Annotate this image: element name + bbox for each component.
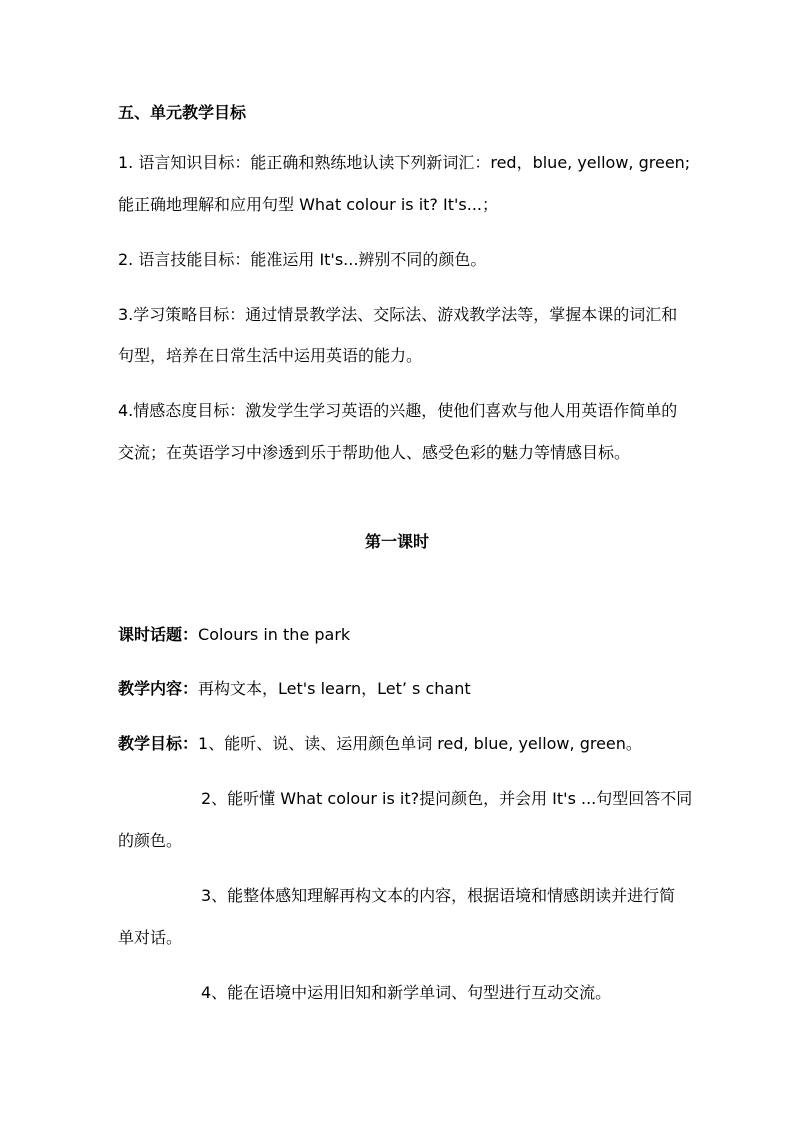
content-line xyxy=(118,679,471,699)
goal-3-line-2: 句型，培养在日常生活中运用英语的能力。 xyxy=(118,346,423,365)
topic-line xyxy=(118,625,350,645)
section-heading: 五、单元教学目标 xyxy=(118,103,247,122)
goal-4-line-1: 4.情感态度目标：激发学生学习英语的兴趣，使他们喜欢与他人用英语作简单的 xyxy=(118,401,678,420)
topic-label: 课时话题： xyxy=(118,625,199,644)
objective-3-line-1: 3、能整体感知理解再构文本的内容，根据语境和情感朗读并进行简 xyxy=(201,886,676,905)
topic-value: Colours in the park xyxy=(198,625,351,644)
goal-3-line-1: 3.学习策略目标：通过情景教学法、交际法、游戏教学法等，掌握本课的词汇和 xyxy=(118,305,678,324)
objectives-line xyxy=(118,734,642,754)
objective-3-line-2: 单对话。 xyxy=(118,928,183,947)
objectives-label: 教学目标： xyxy=(118,734,199,753)
objective-1: 1、能听、说、读、运用颜色单词 red, blue, yellow, green。 xyxy=(198,734,642,753)
objective-2-line-1: 2、能听懂 What colour is it?提问颜色，并会用 It's ...句型回答不同 xyxy=(201,789,693,808)
objective-4: 4、能在语境中运用旧知和新学单词、句型进行互动交流。 xyxy=(201,983,612,1002)
objective-2-line-2: 的颜色。 xyxy=(118,831,183,850)
goal-4-line-2: 交流；在英语学习中渗透到乐于帮助他人、感受色彩的魅力等情感目标。 xyxy=(118,443,631,462)
content-label: 教学内容： xyxy=(118,679,199,698)
goal-1-line-2: 能正确地理解和应用句型 What colour is it? It's...； xyxy=(118,195,498,214)
content-value: 再构文本，Let's learn，Let’ s chant xyxy=(198,679,471,698)
lesson-title: 第一课时 xyxy=(364,532,429,551)
goal-2-line-1: 2. 语言技能目标：能准运用 It's...辨别不同的颜色。 xyxy=(118,250,487,269)
goal-1-line-1: 1. 语言知识目标：能正确和熟练地认读下列新词汇：red，blue, yellow, green; xyxy=(118,153,691,172)
